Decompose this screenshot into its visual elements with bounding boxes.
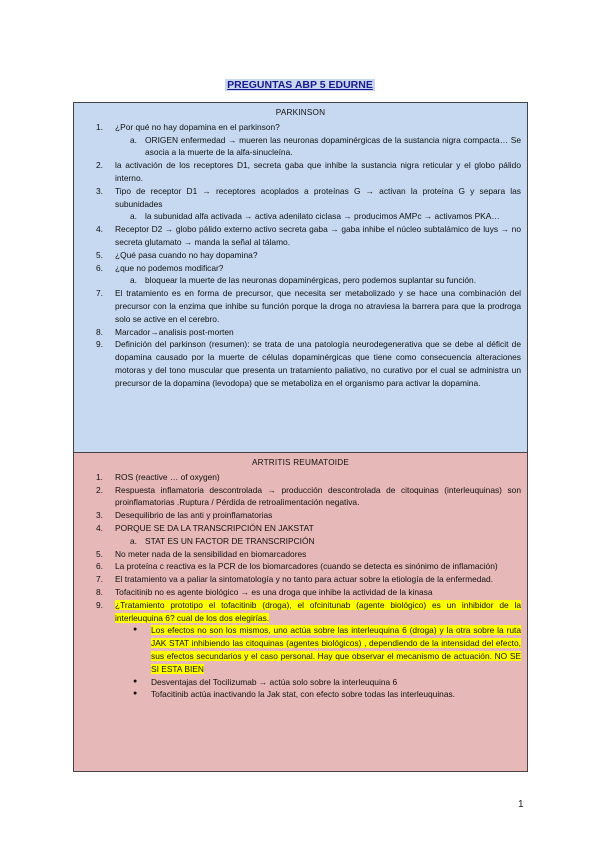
artritis-list [74,471,527,701]
item-text: No meter nada de la sensibilidad en biomarcadores [115,548,307,559]
item-text: El tratamiento es en forma de precursor, que necesita ser metabolizado y se hace una combinación del precursor con la enzima que inhibe su función porque la droga no atraviesa la barrera para que la prodroga solo se active en el cerebro. [115,288,521,324]
item-text: Receptor D2 → globo pálido externo activo secreta gaba → gaba inhibe el núcleo subtalámico de luys → no secreta glutamato → manda la señal al tálamo. [115,224,521,247]
item-text: La proteína c reactiva es la PCR de los biomarcadores (cuando se detecta es sinónimo de inflamación) [115,561,498,572]
list-item [74,338,527,389]
item-number: a. [130,275,137,286]
list-item [74,159,527,185]
document-title [0,79,600,91]
sub-item [74,210,527,223]
bullet-item [74,624,527,675]
item-number: a. [130,535,137,546]
list-item [74,471,527,484]
item-number: a. [130,134,137,145]
item-number: 7. [96,288,103,299]
item-number: 2. [96,160,103,171]
list-item [74,121,527,134]
parkinson-heading: PARKINSON [275,108,326,117]
item-text: Tofacitinib actúa inactivando la Jak stat, con efecto sobre todas las interleuquinas. [151,689,456,700]
item-text: Desequilibrio de las anti y proinflamatorias [115,510,273,521]
item-number: 2. [96,484,103,495]
item-number: 8. [96,326,103,337]
item-text: ROS (reactive … of oxygen) [115,471,220,482]
sub-item [74,274,527,287]
item-text: Marcador→analisis post-morten [115,326,234,337]
item-text: Tipo de receptor D1 → receptores acoplados a proteínas G → activan la proteína G y separa las subunidades [115,185,521,209]
item-text: ¿que no podemos modificar? [115,262,224,273]
item-text: STAT ES UN FACTOR DE TRANSCRIPCIÓN [145,535,315,546]
list-item [74,326,527,339]
sub-item [74,134,527,160]
item-number: 8. [96,586,103,597]
item-text: Desventajas del Tocilizumab → actúa solo sobre la interleuquina 6 [151,676,398,687]
list-item [74,599,527,625]
item-number: 1. [96,471,103,482]
item-text: ¿Por qué no hay dopamina en el parkinson? [115,121,280,132]
item-text: Los efectos no son los mismos, uno actúa sobre las interleuquina 6 (droga) y la otra sobre la ruta JAK STAT inhibiendo las citoquinas (agentes biológicos) , dependiendo de la intensidad del efecto, sus efectos secundarios y el caso personal. Hay que observar el mecanismo de actuación. NO SE SI ESTA BIEN [151,625,521,674]
artritis-heading: ARTRITIS REUMATOIDE [251,458,350,467]
item-text: PORQUE SE DA LA TRANSCRIPCIÓN EN JAKSTAT [115,522,314,533]
parkinson-section [73,102,528,453]
bullet-item [74,676,527,689]
list-item [74,223,527,249]
document-title-text: PREGUNTAS ABP 5 EDURNE [227,79,373,91]
item-text: El tratamiento va a paliar la sintomatología y no tanto para actuar sobre la etiología de la enfermedad. [115,574,494,585]
item-text: ORIGEN enfermedad → mueren las neuronas dopaminérgicas de la sustancia nigra compacta… Se asocia a la muerte de la alfa-sinucleína. [145,134,521,158]
item-number: 9. [96,339,103,350]
bullet-item [74,688,527,701]
item-number: 1. [96,121,103,132]
list-item [74,287,527,325]
item-number: 3. [96,185,103,196]
list-item [74,484,527,510]
item-number: 5. [96,249,103,260]
item-number: 4. [96,522,103,533]
item-number: 6. [96,262,103,273]
list-item [74,509,527,522]
parkinson-list [74,121,527,390]
sub-item [74,535,527,548]
item-number: 5. [96,548,103,559]
item-text: ¿Qué pasa cuando no hay dopamina? [115,249,258,260]
list-item [74,573,527,586]
artritis-section [73,452,528,772]
list-item [74,548,527,561]
item-text: la activación de los receptores D1, secreta gaba que inhibe la sustancia nigra reticular y el globo pálido interno. [115,160,521,183]
item-text: bloquear la muerte de las neuronas dopaminérgicas, pero podemos suplantar su función. [145,275,477,286]
item-number: 3. [96,510,103,521]
item-text: Tofacitinib no es agente biológico → es una droga que inhibe la actividad de la kinasa [115,586,433,597]
list-item [74,262,527,275]
list-item [74,560,527,573]
item-number: 4. [96,224,103,235]
bullet-icon: ● [133,626,138,634]
item-text: ¿Tratamiento prototipo el tofacitinib (droga), el ofcinitunab (agente biológico) es un inhibidor de la interleuquina 6? cual de los dos elegirías. [115,599,521,623]
item-number: 7. [96,574,103,585]
list-item [74,586,527,599]
item-text: Respuesta inflamatoria descontrolada → producción descontrolada de citoquinas (interleuquinas) son proinflamatorias .Ruptura / Pérdida de retroalimentación negativa. [115,484,521,508]
item-number: a. [130,211,137,222]
page-number: 1 [518,799,524,810]
item-text: Definición del parkinson (resumen): se trata de una patología neurodegenerativa que se debe al déficit de dopamina causado por la muerte de células dopaminérgicas que tiene como consecuencia alteraciones motoras y del tono muscular que presenta un tratamiento paliativo, no curativo por el cual se administra un precursor de la dopamina (levodopa) que se metaboliza en el organismo para activar la dopamina. [115,339,521,388]
list-item [74,522,527,535]
list-item [74,185,527,211]
bullet-icon: ● [133,677,138,685]
item-text: la subunidad alfa activada → activa adenilato ciclasa → producimos AMPc → activamos PKA… [145,211,500,222]
item-number: 9. [96,599,103,610]
item-number: 6. [96,561,103,572]
bullet-icon: ● [133,690,138,698]
list-item [74,249,527,262]
